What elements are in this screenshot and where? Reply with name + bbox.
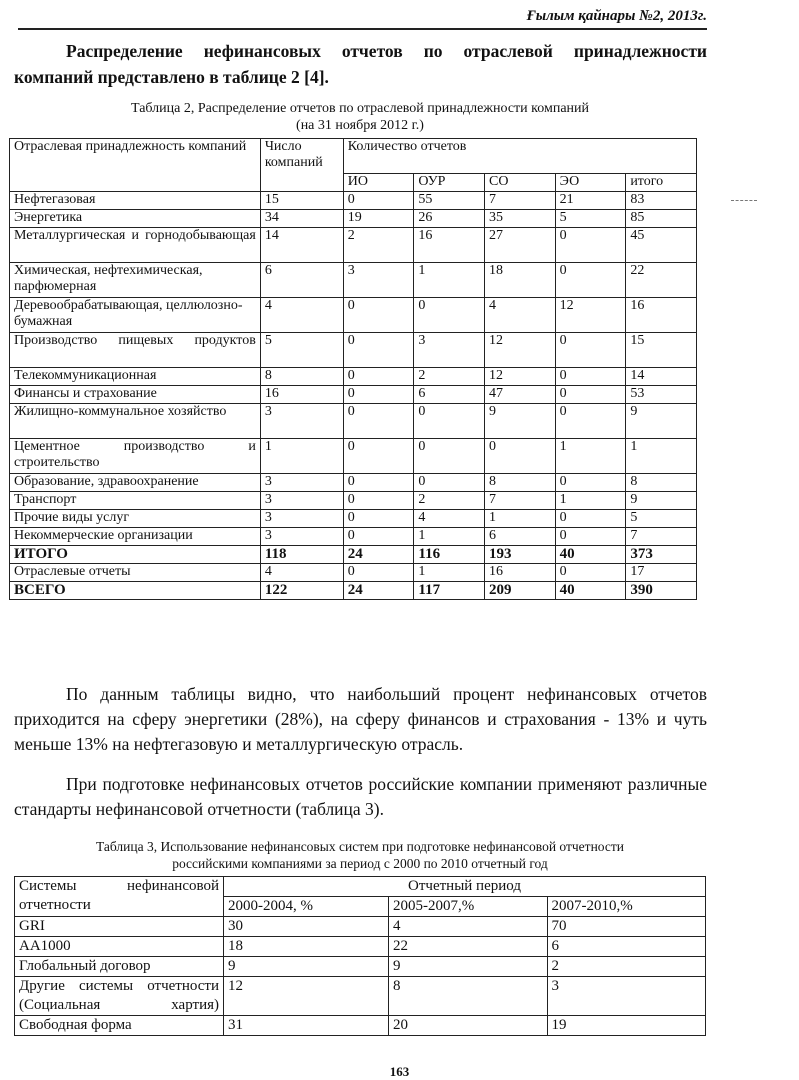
system-name: Глобальный договор (15, 957, 224, 977)
eo-count: 0 (555, 228, 626, 263)
total-count: 17 (626, 564, 697, 582)
period-3-value: 2 (547, 957, 705, 977)
total-row (10, 546, 697, 564)
industry-name: Металлургическая и горнодобывающая (10, 228, 261, 263)
industry-name: Энергетика (10, 210, 261, 228)
period-3-value: 3 (547, 977, 705, 1016)
period-2-value: 22 (389, 937, 547, 957)
eo-count: 5 (555, 210, 626, 228)
companies-count: 3 (260, 474, 343, 492)
companies-count: 6 (260, 263, 343, 298)
eo-count: 0 (555, 474, 626, 492)
so-count: 12 (485, 368, 556, 386)
table-row (10, 228, 697, 263)
industry-name: Финансы и страхование (10, 386, 261, 404)
eo-count: 40 (555, 546, 626, 564)
industry-name: ВСЕГО (10, 582, 261, 600)
table2-caption-title: Таблица 2, Распределение отчетов по отраслевой принадлежности компаний (130, 101, 590, 116)
subheader-eo: ЭО (555, 174, 626, 192)
total-count: 22 (626, 263, 697, 298)
our-count: 55 (414, 192, 485, 210)
our-count: 1 (414, 528, 485, 546)
table-row (10, 510, 697, 528)
eo-count: 0 (555, 333, 626, 368)
system-name: AA1000 (15, 937, 224, 957)
table-row (10, 404, 697, 439)
system-name: GRI (15, 917, 224, 937)
sector-row (10, 564, 697, 582)
so-count: 16 (485, 564, 556, 582)
io-count: 2 (343, 228, 414, 263)
companies-count: 16 (260, 386, 343, 404)
total-count: 15 (626, 333, 697, 368)
eo-count: 40 (555, 582, 626, 600)
subheader-total: итого (626, 174, 697, 192)
period-1-value: 18 (224, 937, 389, 957)
industry-name: Некоммерческие организации (10, 528, 261, 546)
eo-count: 12 (555, 298, 626, 333)
table-row (15, 1016, 706, 1036)
industry-name: Химическая, нефтехимическая, парфюмерная (10, 263, 261, 298)
so-count: 7 (485, 492, 556, 510)
table-row (10, 210, 697, 228)
companies-count: 8 (260, 368, 343, 386)
total-count: 1 (626, 439, 697, 474)
io-count: 3 (343, 263, 414, 298)
table2-header-row (10, 139, 697, 174)
industry-name: Транспорт (10, 492, 261, 510)
io-count: 19 (343, 210, 414, 228)
journal-title: Ғылым қайнары №2, 2013г. (526, 8, 707, 24)
table-row (10, 263, 697, 298)
table-row (10, 492, 697, 510)
table2-caption-date: (на 31 ноября 2012 г.) (296, 118, 424, 133)
table-row (15, 937, 706, 957)
total-count: 14 (626, 368, 697, 386)
table-row (15, 957, 706, 977)
period-1-value: 30 (224, 917, 389, 937)
table3-caption (10, 838, 710, 872)
eo-count: 0 (555, 386, 626, 404)
period-1-value: 31 (224, 1016, 389, 1036)
subheader-our: ОУР (414, 174, 485, 192)
period-1-value: 12 (224, 977, 389, 1016)
companies-count: 1 (260, 439, 343, 474)
period-2-value: 9 (389, 957, 547, 977)
so-count: 8 (485, 474, 556, 492)
so-count: 27 (485, 228, 556, 263)
io-count: 0 (343, 492, 414, 510)
our-count: 0 (414, 404, 485, 439)
table-row (10, 298, 697, 333)
total-count: 45 (626, 228, 697, 263)
companies-count: 3 (260, 404, 343, 439)
our-count: 0 (414, 474, 485, 492)
table-3 (14, 876, 706, 1036)
companies-count: 14 (260, 228, 343, 263)
system-name: Свободная форма (15, 1016, 224, 1036)
our-count: 2 (414, 368, 485, 386)
industry-name: Отраслевые отчеты (10, 564, 261, 582)
industry-name: Прочие виды услуг (10, 510, 261, 528)
eo-count: 0 (555, 404, 626, 439)
period-3-value: 6 (547, 937, 705, 957)
standards-paragraph: При подготовке нефинансовых отчетов российские компании применяют различные стандарты нефинансовой отчетности (таблица 3). (14, 774, 707, 819)
margin-mark (731, 200, 757, 211)
header-systems: Системы нефинансовой отчетности (15, 877, 224, 917)
io-count: 0 (343, 439, 414, 474)
table-row (15, 917, 706, 937)
eo-count: 0 (555, 263, 626, 298)
header-reports: Количество отчетов (343, 139, 696, 174)
table-row (10, 368, 697, 386)
io-count: 0 (343, 404, 414, 439)
io-count: 24 (343, 546, 414, 564)
total-count: 16 (626, 298, 697, 333)
io-count: 0 (343, 298, 414, 333)
journal-header (18, 6, 707, 30)
period-2-value: 4 (389, 917, 547, 937)
analysis-paragraph: По данным таблицы видно, что наибольший процент нефинансовых отчетов приходится на сферу энергетики (28%), на сферу финансов и страхования - 13% и чуть меньше 13% на нефтегазовую и металлургическую отрасль. (14, 684, 707, 754)
our-count: 6 (414, 386, 485, 404)
so-count: 209 (485, 582, 556, 600)
industry-name: Производство пищевых продуктов (10, 333, 261, 368)
so-count: 35 (485, 210, 556, 228)
table-2 (9, 138, 697, 600)
table-row (10, 528, 697, 546)
companies-count: 5 (260, 333, 343, 368)
our-count: 3 (414, 333, 485, 368)
eo-count: 0 (555, 510, 626, 528)
our-count: 116 (414, 546, 485, 564)
header-industry: Отраслевая принадлежность компаний (10, 139, 261, 192)
io-count: 0 (343, 474, 414, 492)
grand-total-row (10, 582, 697, 600)
companies-count: 3 (260, 510, 343, 528)
companies-count: 34 (260, 210, 343, 228)
header-period: Отчетный период (224, 877, 706, 897)
total-count: 9 (626, 404, 697, 439)
companies-count: 4 (260, 564, 343, 582)
period-3-value: 19 (547, 1016, 705, 1036)
our-count: 1 (414, 263, 485, 298)
companies-count: 15 (260, 192, 343, 210)
so-count: 6 (485, 528, 556, 546)
our-count: 0 (414, 439, 485, 474)
io-count: 0 (343, 333, 414, 368)
industry-name: Телекоммуникационная (10, 368, 261, 386)
total-count: 83 (626, 192, 697, 210)
companies-count: 3 (260, 492, 343, 510)
table3-caption-title: Таблица 3, Использование нефинансовых систем при подготовке нефинансовой отчетности (95, 839, 625, 854)
period-2-value: 20 (389, 1016, 547, 1036)
so-count: 4 (485, 298, 556, 333)
intro-paragraph: Распределение нефинансовых отчетов по отраслевой принадлежности компаний представлено в таблице 2 [4]. (14, 41, 707, 87)
our-count: 16 (414, 228, 485, 263)
our-count: 26 (414, 210, 485, 228)
table-row (10, 474, 697, 492)
period-1: 2000-2004, % (224, 897, 389, 917)
table-row (15, 977, 706, 1016)
industry-name: Нефтегазовая (10, 192, 261, 210)
companies-count: 122 (260, 582, 343, 600)
our-count: 1 (414, 564, 485, 582)
industry-name: Образование, здравоохранение (10, 474, 261, 492)
total-count: 8 (626, 474, 697, 492)
total-count: 5 (626, 510, 697, 528)
total-count: 390 (626, 582, 697, 600)
eo-count: 1 (555, 439, 626, 474)
table3-caption-subtitle: российскими компаниями за период с 2000 по 2010 отчетный год (172, 856, 548, 871)
our-count: 4 (414, 510, 485, 528)
table-row (10, 439, 697, 474)
system-name: Другие системы отчетности (Социальная хартия) (15, 977, 224, 1016)
io-count: 24 (343, 582, 414, 600)
companies-count: 4 (260, 298, 343, 333)
io-count: 0 (343, 528, 414, 546)
our-count: 117 (414, 582, 485, 600)
companies-count: 3 (260, 528, 343, 546)
so-count: 18 (485, 263, 556, 298)
so-count: 193 (485, 546, 556, 564)
our-count: 0 (414, 298, 485, 333)
so-count: 1 (485, 510, 556, 528)
period-1-value: 9 (224, 957, 389, 977)
total-count: 373 (626, 546, 697, 564)
table3-header-row (15, 877, 706, 897)
subheader-so: СО (485, 174, 556, 192)
io-count: 0 (343, 368, 414, 386)
industry-name: Цементное производство и строительство (10, 439, 261, 474)
companies-count: 118 (260, 546, 343, 564)
eo-count: 21 (555, 192, 626, 210)
so-count: 12 (485, 333, 556, 368)
so-count: 0 (485, 439, 556, 474)
period-2-value: 8 (389, 977, 547, 1016)
industry-name: Жилищно-коммунальное хозяйство (10, 404, 261, 439)
period-3: 2007-2010,% (547, 897, 705, 917)
total-count: 7 (626, 528, 697, 546)
industry-name: Деревообрабатывающая, целлюлозно-бумажная (10, 298, 261, 333)
table-row (10, 333, 697, 368)
period-3-value: 70 (547, 917, 705, 937)
eo-count: 1 (555, 492, 626, 510)
so-count: 9 (485, 404, 556, 439)
table-row (10, 386, 697, 404)
header-companies: Число компаний (260, 139, 343, 192)
total-count: 85 (626, 210, 697, 228)
industry-name: ИТОГО (10, 546, 261, 564)
io-count: 0 (343, 192, 414, 210)
subheader-io: ИО (343, 174, 414, 192)
io-count: 0 (343, 510, 414, 528)
our-count: 2 (414, 492, 485, 510)
page-number: 163 (389, 1064, 410, 1079)
so-count: 7 (485, 192, 556, 210)
total-count: 9 (626, 492, 697, 510)
eo-count: 0 (555, 564, 626, 582)
period-2: 2005-2007,% (389, 897, 547, 917)
table2-caption (10, 100, 710, 134)
eo-count: 0 (555, 528, 626, 546)
io-count: 0 (343, 386, 414, 404)
total-count: 53 (626, 386, 697, 404)
so-count: 47 (485, 386, 556, 404)
eo-count: 0 (555, 368, 626, 386)
table-row (10, 192, 697, 210)
io-count: 0 (343, 564, 414, 582)
